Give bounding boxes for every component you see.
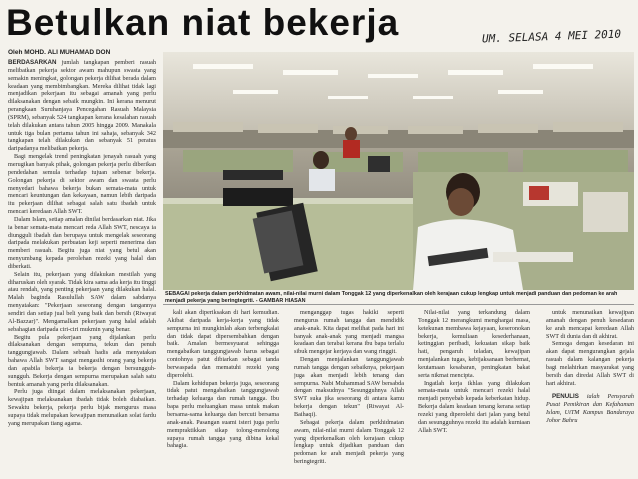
article-column-1 — [8, 59, 156, 477]
paragraph: menganggap tugas hakiki seperti mengurus rumah tangga dan mendidik anak-anak. Kita dapat melihat pada hari ini banyak anak-anak yang menjadi mangsa keadaan dan terabai kerana ibu bapa terlalu sibuk mengejar kerjaya dan wang ringgit. — [294, 309, 404, 356]
paragraph: Sebagai pekerja dalam perkhidmatan awam, nilai-nilai murni dalam Tonggak 12 yang diperkenalkan oleh kerajaan cukup lengkap untuk dijadikan panduan dan pedoman ke arah menjadi pekerja yang beringtegriti. — [294, 418, 404, 466]
paragraph: Dengan menjalankan tanggungjawab rumah tangga dengan sebaiknya, pekerjaan juga akan menjadi lebih tenang dan sempurna. Nabi Muhammad SAW bersabda dengan maksudnya "Sesungguhnya Allah SWT suka jika seseorang di antara kamu bekerja dengan tekun" (Riwayat Al-Baihaqi). — [294, 356, 404, 418]
paragraph: Begitu pula pekerjaan yang dijalankan perlu dilaksanakan dengan sempurna, tekun dan penuh tanggungjawab. Dalam sebuah hadis ada menyatakan bahawa Allah SWT sangat mengasihi orang yang bekerja dan apabila bekerja ia bekerja dengan bersungguh-sungguh. Bekerja dengan sempurna merupakan salah satu bentuk amanah yang perlu dilaksanakan. — [8, 333, 156, 388]
author-label: PENULIS — [552, 393, 579, 401]
divider — [163, 304, 634, 305]
paragraph: Dalam Islam, setiap amalan dinilai berdasarkan niat. Jika ia benar semata-mata mencari reda Allah SWT, nescaya ia diungguli ibadah dan berupaya untuk mengelak seseorang daripada melakukan perbuatan keji seperti menerima dan memberi rasuah. Begitu juga niat yang betul akan menyumbang kepada perolehan rezeki yang halal dan diberkati. — [8, 215, 156, 270]
article-column-5 — [546, 309, 634, 477]
author-note: PENULIS ialah Pensyarah Pusat Pemikiran dan Kefahaman Islam, UiTM Kampus Bandaraya Johor Bahru — [546, 393, 634, 424]
byline: Oleh MOHD. ALI MUHAMAD DON — [8, 49, 111, 56]
handwritten-source-note: UM. SELASA 4 MEI 2010 — [481, 27, 622, 46]
lead-word: BERDASARKAN — [8, 59, 57, 66]
paragraph: Semoga dengan kesedaran ini akan dapat mengurangkan gejala rasuah dalam kalangan pekerja bagi melahirkan masyarakat yang bersih dan diredai Allah SWT di hari akhirat. — [546, 340, 634, 387]
paragraph: Perlu juga diingat dalam melaksanakan pekerjaan, kewajipan melaksanakan ibadah tidak boleh diabaikan. Sewaktu bekerja, pekerja perlu bijak mengurus masa supaya tidak melupakan kewajipan menunaikan solat fardu yang merupakan tiang agama. — [8, 388, 156, 427]
office-photo — [163, 52, 634, 290]
paragraph: Nilai-nilai yang terkandung dalam Tonggak 12 merangkumi menghargai masa, ketekunan membawa kejayaan, keseronokan bekerja, kemuliaan kesederhanaan, ketinggian peribadi, kekuatan sikap baik hati, pengaruh teladan, kewajipan menjalankan tugas, kebijaksanaan berhemat, keutamaan kesabaran, peningkatan bakat serta nikmat mencipta. — [418, 309, 530, 379]
article-column-2 — [167, 309, 279, 477]
article-column-3 — [294, 309, 404, 477]
paragraph: kali akan diperiksakan di hari kemudian. Akibat daripada kerja-kerja yang tidak sempurna ini mungkinlah akan terbengkalai dan tidak dapat dipersembahkan dengan baik. Amalan bermesyuarat sehingga mengabaikan tanggungjawab harus sebagai contohnya patut dibiarkan sebagai tanda berwaspada dan mematuhi rezeki yang diperolehi. — [167, 309, 279, 379]
photo-caption: SEBAGAI pekerja dalam perkhidmatan awam, nilai-nilai murni dalam Tonggak 12 yang diperkenalkan oleh kerajaan cukup lengkap untuk menjadi panduan dan pedoman ke arah menjadi pekerja yang beringtegriti. - GAMBAR HIASAN — [165, 291, 618, 304]
paragraph: untuk menunaikan kewajipan amanah dengan penuh kesedaran ke arah mencapai keredaan Allah SWT di dunia dan di akhirat. — [546, 309, 634, 340]
paragraph: Bagi mengelak trend peningkatan jenayah rasuah yang merugikan banyak pihak, golongan pekerja perlu diberikan pendedahan semula terhadap tujuan sebenar bekerja. Golongan pekerja di sektor awam dan swasta perlu menyedari bahawa bekerja bukan semata-mata untuk mencari keuntungan dan kekayaan, namun lebih daripada itu pekerjaan dilihat sebagai salah satu ibadah untuk mencari keredaan Allah SWT. — [8, 153, 156, 216]
paragraph: Selain itu, pekerjaan yang dilakukan mestilah yang diharuskan oleh syarak. Tidak kira sama ada kerja itu tinggi atau rendah, yang penting pekerjaan yang dilakukan halal. Malah baginda Rasulullah SAW dalam sabdanya menyatakan: "Pekerjaan seseorang dengan tangannya sendiri dan setiap jual beli yang baik dan bersih (Riwayat Al-Bazzar)". Mengamalkan pekerjaan yang halal adalah sebahagian daripada ciri-ciri mukmin yang benar. — [8, 270, 156, 333]
paragraph: Ingatlah kerja ikhlas yang dilakukan semata-mata untuk mencari rezeki halal menjadi penyebab kepada keberkatan hidup. Bekerja dalam keadaan tenang kerana setiap rezeki yang diperolehi dari jalan yang betul dan sesungguhnya rezeki itu adalah kurniaan Allah SWT. — [418, 379, 530, 434]
article-column-4 — [418, 309, 530, 477]
paragraph: BERDASARKAN jumlah tangkapan pemberi rasuah melibatkan pekerja sektor awam mahupun swasta yang semakin meningkat, golongan pekerja dilihat berada dalam keadaan yang membimbangkan. Mereka dilihat tidak lagi menjadikan pekerjaan itu sebagai amanah yang perlu dilaksanakan dengan sebaik mungkin. Ini kerana menurut perangkaan Suruhanjaya Pencegahan Rasuah Malaysia (SPRM), sebanyak 524 tangkapan kerana kesalahan rasuah telah dilakukan antara tahun 2005 hingga 2009. Manakala untuk tiga bulan pertama tahun ini sahaja, sebanyak 342 tangkapan telah dilakukan dan sebanyak 51 peratus daripadanya melibatkan pekerja. — [8, 59, 156, 153]
headline: Betulkan niat bekerja — [6, 2, 400, 43]
paragraph: Dalam kehidupan bekerja juga, seseorang tidak patut mengabaikan tanggungjawab terhadap keluarga dan rumah tangga. Ibu bapa perlu meluangkan masa untuk makan bersama-sama keluarga dan bercuti bersama anak-anak. Pasangan suami isteri juga perlu mempraktikkan sikap tolong-menolong supaya rumah tangga yang dibina kekal bahagia. — [167, 379, 279, 450]
office-workers-image — [163, 52, 634, 290]
